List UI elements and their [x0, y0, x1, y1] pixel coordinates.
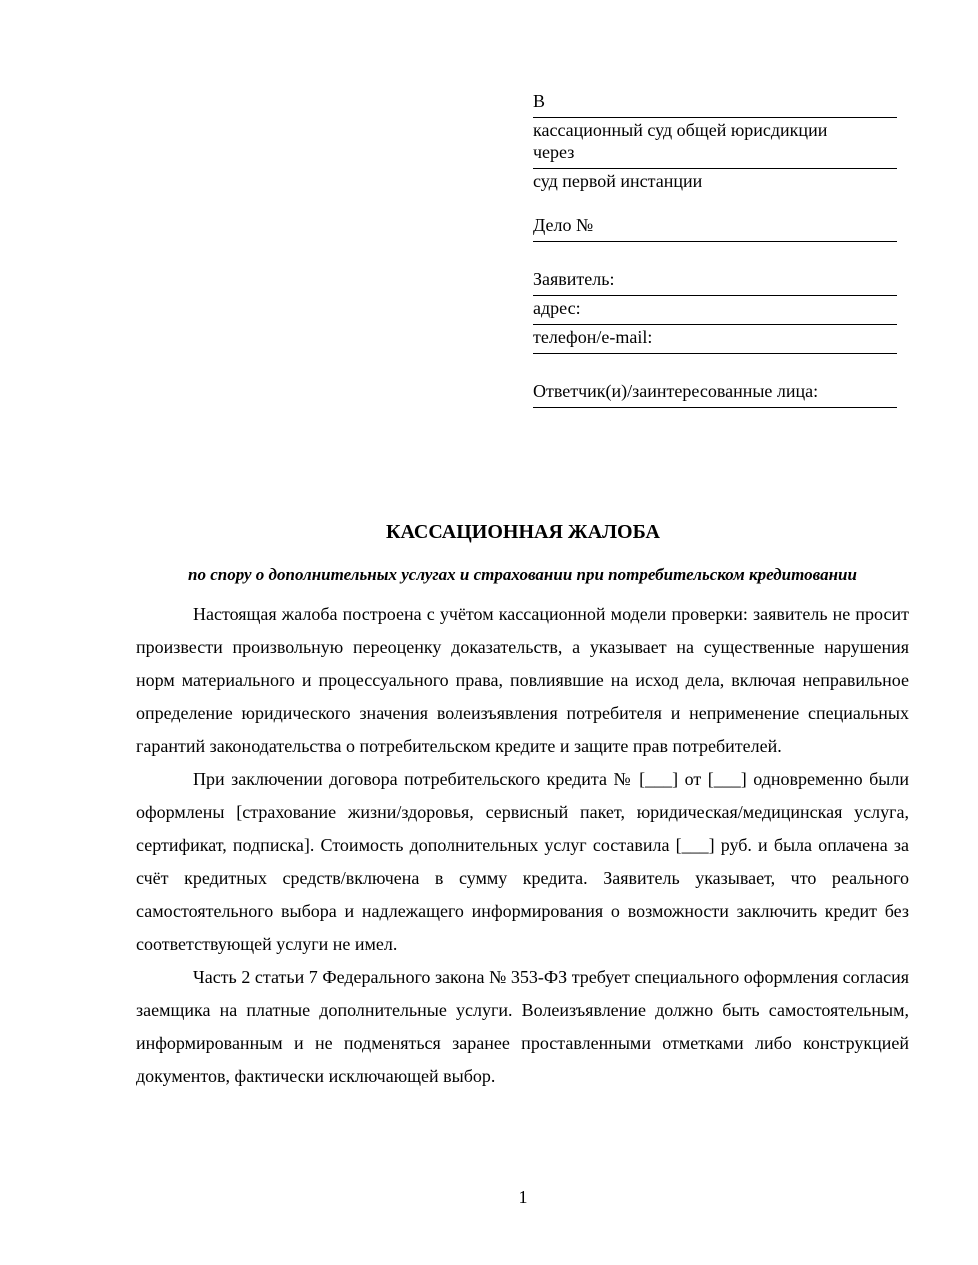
document-subtitle: по спору о дополнительных услугах и страховании при потребительском кредитовании [188, 565, 857, 584]
page-number: 1 [518, 1187, 528, 1207]
case-number-label: Дело № [533, 215, 594, 235]
court-type: кассационный суд общей юрисдикции [533, 120, 828, 140]
blank-line [533, 295, 897, 296]
document-title: КАССАЦИОННАЯ ЖАЛОБА [385, 521, 661, 543]
addressee-block [533, 90, 903, 408]
blank-line [533, 117, 897, 118]
paragraph: При заключении договора потребительского кредита № [___] от [___] одновременно были оформлены [страхование жизни/здоровья, сервисный пакет, юридическая/медицинская услуга, сертификат, подписка]. Стоимость дополнительных услуг составила [___] руб. и была оплачена за счёт кредитных средств/включена в сумму кредита. Заявитель указывает, что реального самостоятельного выбора и надлежащего информирования о возможности заключить кредит без соответствующей услуги не имел. [136, 769, 909, 954]
court-prefix: В [533, 91, 546, 111]
blank-line [533, 353, 897, 354]
blank-line [533, 168, 897, 169]
first-instance-court: суд первой инстанции [533, 171, 703, 191]
respondent-label: Ответчик(и)/заинтересованные лица: [533, 381, 819, 401]
via-label: через [533, 142, 575, 162]
blank-line [533, 241, 897, 242]
paragraph: Настоящая жалоба построена с учётом кассационной модели проверки: заявитель не просит произвести произвольную переоценку доказательств, а указывает на существенные нарушения норм материального и процессуального права, повлиявшие на исход дела, включая неправильное определение юридического значения волеизъявления потребителя и неприменение специальных гарантий законодательства о потребительском кредите и защите прав потребителей. [136, 604, 909, 756]
applicant-label: Заявитель: [533, 269, 615, 289]
document-body [136, 598, 909, 1093]
address-label: адрес: [533, 298, 581, 318]
paragraph: Часть 2 статьи 7 Федерального закона № 353-ФЗ требует специального оформления согласия заемщика на платные дополнительные услуги. Волеизъявление должно быть самостоятельным, информированным и не подменяться заранее проставленными отметками либо конструкцией документов, фактически исключающей выбор. [136, 967, 909, 1086]
contact-label: телефон/e-mail: [533, 327, 653, 347]
blank-line [533, 407, 897, 408]
blank-line [533, 324, 897, 325]
